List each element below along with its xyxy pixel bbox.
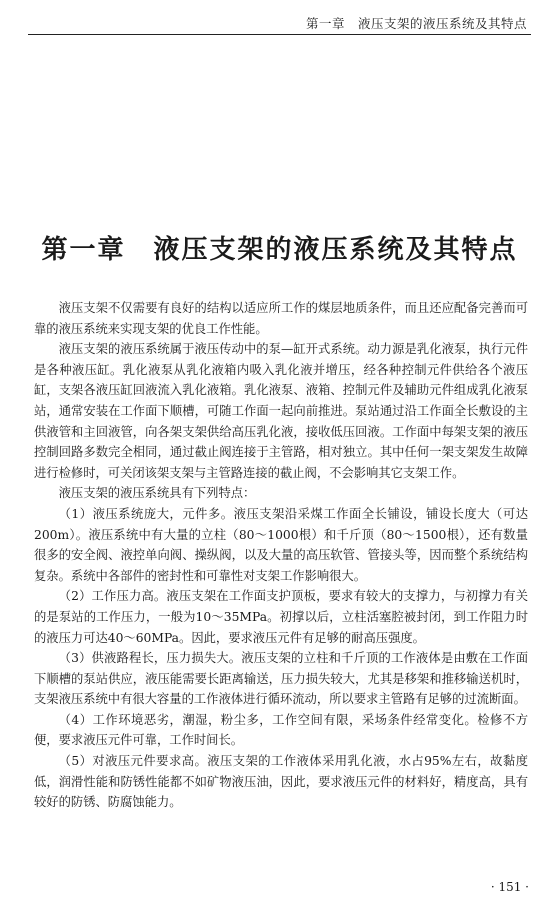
- paragraph: 液压支架的液压系统属于液压传动中的泵—缸开式系统。动力源是乳化液泵，执行元件是各种液压缸。乳化液泵从乳化液箱内吸入乳化液并增压，经各种控制元件供给各个液压缸，支架各液压缸回液流入乳化液箱。乳化液泵、液箱、控制元件及辅助元件组成乳化液泵站，通常安装在工作面下顺槽，可随工作面一起向前推进。泵站通过沿工作面全长敷设的主供液管和主回液管，向各架支架供给高压乳化液，接收低压回液。工作面中每架支架的液压控制回路多数完全相同，通过截止阀连接于主管路，相对独立。其中任何一架支架发生故障进行检修时，可关闭该架支架与主管路连接的截止阀，不会影响其它支架工作。: [34, 342, 528, 480]
- paragraph: 液压支架不仅需要有良好的结构以适应所工作的煤层地质条件，而且还应配备完善而可靠的液压系统来实现支架的优良工作性能。: [34, 301, 528, 336]
- paragraph: （3）供液路程长，压力损失大。液压支架的立柱和千斤顶的工作液体是由敷在工作面下顺槽的泵站供应，液压能需要长距离输送，压力损失较大，尤其是移架和推移输送机时，支架液压系统中有很大容量的工作液体进行循环流动，所以要求主管路有足够的过流断面。: [34, 651, 528, 707]
- paragraph: （4）工作环境恶劣，潮湿，粉尘多，工作空间有限，采场条件经常变化。检修不方便，要求液压元件可靠，工作时间长。: [34, 712, 528, 748]
- paragraph: 液压支架的液压系统具有下列特点：: [58, 486, 256, 501]
- running-header: 第一章 液压支架的液压系统及其特点: [305, 16, 527, 31]
- paragraph: （1）液压系统庞大，元件多。液压支架沿采煤工作面全长铺设，铺设长度大（可达200m）。液压系统中有大量的立柱（80～1000根）和千斤顶（80～1500根），还有数量很多的安全阀、液控单向阀、操纵阀，以及大量的高压软管、管接头等，因而整个系统结构复杂。系统中各部件的密封性和可靠性对支架工作影响很大。: [34, 506, 528, 583]
- paragraph: （5）对液压元件要求高。液压支架的工作液体采用乳化液，水占95%左右，故黏度低，润滑性能和防锈性能都不如矿物液压油，因此，要求液压元件的材料好，精度高，具有较好的防锈、防腐蚀能力。: [34, 754, 528, 810]
- header-rule: [28, 34, 531, 35]
- chapter-title: 第一章 液压支架的液压系统及其特点: [41, 235, 518, 266]
- paragraph: （2）工作压力高。液压支架在工作面支护顶板，要求有较大的支撑力，与初撑力有关的是泵站的工作压力，一般为10～35MPa。初撑以后，立柱活塞腔被封闭，到工作阻力时的液压力可达40～60MPa。因此，要求液压元件有足够的耐高压强度。: [34, 589, 528, 645]
- page-number: · 151 ·: [490, 880, 529, 894]
- body-text: [34, 298, 528, 813]
